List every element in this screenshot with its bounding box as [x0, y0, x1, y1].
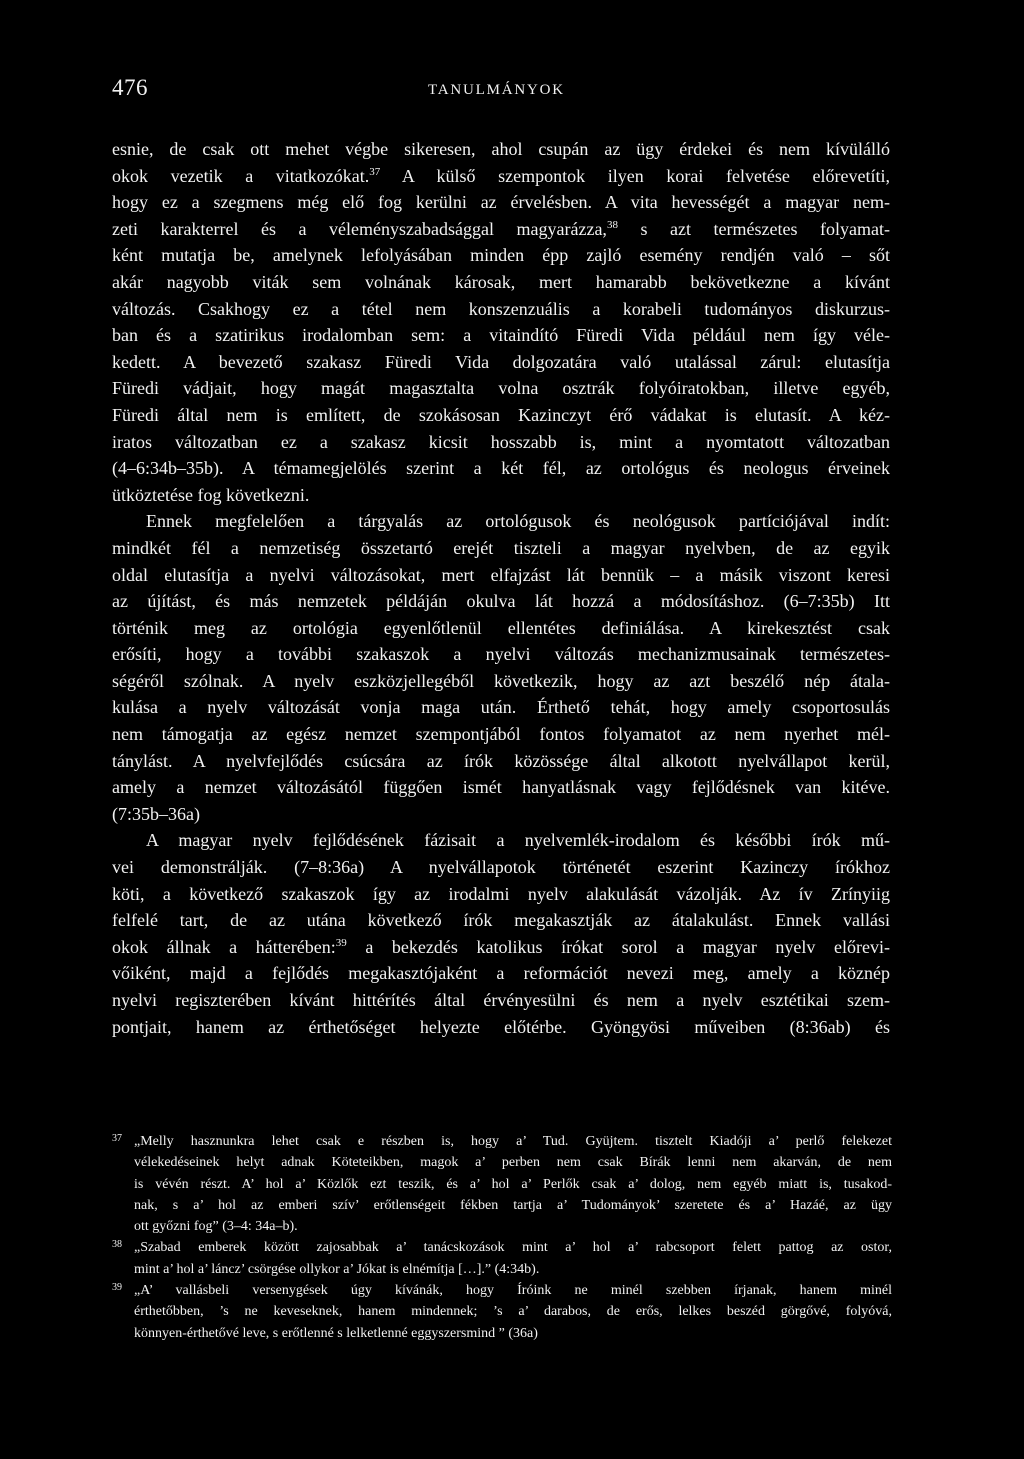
text-line: köti, a következő szakaszok így az irodalmi nyelv alakulását vázolják. Az ív Zrínyiig	[112, 883, 890, 904]
text-line: nyelvi regiszterében kívánt hittérítés által érvényesülni és nem a nyelv esztétikai szem-	[112, 990, 890, 1010]
footnote-line: vélekedéseinek helyt adnak Köteteikben, magok a’ perben nem csak Bírák lenni nem akarván, de nem	[134, 1155, 892, 1171]
page-number: 476	[112, 75, 148, 100]
footnote-line: „Melly hasznunkra lehet csak e részben is, hogy a’ Tud. Gyüjtem. tisztelt Kiadóji a’ perlő felekezet	[134, 1134, 892, 1149]
footnote-line: érthetőbben, ’s ne keveseknek, hanem mindennek; ’s a’ darabos, de erős, lelkes beszéd görgővé, folyóvá,	[134, 1304, 892, 1320]
footnote-number: 38	[112, 1239, 122, 1251]
text-line: tánylást. A nyelvfejlődés csúcsára az írók közössége által alkotott nyelvállapot kerül,	[112, 750, 890, 771]
text-segment: zeti karakterrel és a véleményszabadsággal magyarázza,	[112, 218, 607, 239]
paragraph-first-line: Ennek megfelelően a tárgyalás az ortológusok és neológusok partíciójával indít:	[146, 511, 890, 532]
text-line: esnie, de csak ott mehet végbe sikeresen, ahol csupán az ügy érdekei és nem kívülálló	[112, 139, 890, 159]
footnote-ref-37[interactable]: 37	[369, 165, 381, 178]
text-line: ségéről szólnak. A nyelv eszközjellegéből következik, hogy az azt beszélő nép átala-	[112, 670, 890, 691]
footnote-number: 39	[112, 1282, 122, 1294]
text-line: Füredi vádjait, hogy magát magasztalta volna osztrák folyóiratokban, illetve egyéb,	[112, 378, 890, 399]
page-header	[112, 74, 912, 106]
footnote-38	[112, 1237, 892, 1280]
footnote-ref-38[interactable]: 38	[606, 218, 618, 231]
footnote-37	[112, 1131, 892, 1237]
body-text	[112, 136, 890, 1040]
text-segment: s azt természetes folyamat-	[617, 218, 890, 239]
footnote-number: 37	[112, 1133, 122, 1144]
text-line: oldal elutasítja a nyelvi változásokat, mert elfajzást lát bennük – a másik viszont keresi	[112, 564, 890, 585]
text-segment: okok vezetik a vitatkozókat.	[112, 165, 370, 186]
text-line	[112, 934, 890, 961]
text-line: akár nagyobb viták sem volnának károsak, mert hamarabb bekövetkezne a kívánt	[112, 271, 890, 292]
footnote-line: is vévén részt. A’ hol a’ Közlők ezt teszik, és a’ hol a’ Perlők csak a’ dolog, nem egyéb miatt is, tusakod-	[134, 1176, 892, 1192]
text-line	[112, 163, 890, 190]
text-line: vei demonstrálják. (7–8:36a) A nyelvállapotok történetét eszerint Kazinczy írókhoz	[112, 857, 890, 878]
text-line: erősíti, hogy a további szakaszok a nyelvi változás mechanizmusainak természetes-	[112, 644, 890, 665]
footnote-ref-39[interactable]: 39	[335, 936, 347, 949]
footnotes	[112, 1131, 892, 1344]
text-line: felfelé tart, de az utána következő írók megakasztják az átalakulást. Ennek vallási	[112, 910, 890, 931]
text-line: amely a nemzet változásától függően ismét hanyatlásnak vagy fejlődésnek van kitéve.	[112, 777, 890, 798]
footnote-line: mint a’ hol a’ láncz’ csörgése ollykor a’ Jókat is elnémítja […].” (4:34b).	[134, 1261, 540, 1277]
text-line: kedett. A bevezető szakasz Füredi Vida dolgozatára való utalással zárul: elutasítja	[112, 351, 890, 372]
footnote-line: könnyen-érthetővé leve, s erőtlenné s lelketlenné eggyszersmind ” (36a)	[134, 1325, 538, 1341]
text-segment: a bekezdés katolikus írókat sorol a magyar nyelv előrevi-	[346, 936, 890, 957]
text-line: az újítást, és más nemzetek példáján okulva lát hozzá a módosításhoz. (6–7:35b) Itt	[112, 591, 890, 612]
text-line: ként mutatja be, amelynek lefolyásában minden épp zajló esemény rendjén való – sőt	[112, 245, 890, 266]
text-line: történik meg az ortológia egyenlőtlenül ellentétes definiálása. A kirekesztést csak	[112, 617, 890, 638]
footnote-39	[112, 1280, 892, 1344]
paragraph-first-line: A magyar nyelv fejlődésének fázisait a nyelvemlék-irodalom és későbbi írók mű-	[146, 830, 890, 851]
footnote-line: ott győzni fog” (3–4: 34a–b).	[134, 1219, 298, 1235]
text-line: változás. Csakhogy ez a tétel nem konszenzuális a korabeli tudományos diskurzus-	[112, 298, 890, 319]
footnote-line: „Szabad emberek között zajosabbak a’ tanácskozások mint a’ hol a’ rabcsoport felett pattog az ostor,	[134, 1240, 892, 1256]
running-head: TANULMÁNYOK	[428, 82, 565, 98]
text-line: hogy ez a szegmens még elő fog kerülni az érvelésben. A vita hevességét a magyar nem-	[112, 192, 890, 213]
footnote-line: nak, s a’ hol az emberi szív’ erőtlenségeit fékben tartja a’ Tudományok’ szeretete és a’ Hazáé, az ügy	[134, 1197, 892, 1213]
footnote-line: „A’ vallásbeli versenygések úgy kívánák, hogy Íróink ne minél szebben írjanak, hanem minél	[134, 1283, 892, 1299]
text-line: ban és a szatirikus irodalomban sem: a vitaindító Füredi Vida például nem így véle-	[112, 325, 890, 346]
text-line: kulása a nyelv változását vonja maga után. Érthető tehát, hogy amely csoportosulás	[112, 697, 890, 718]
text-segment: A külső szempontok ilyen korai felvetése előrevetíti,	[380, 165, 890, 186]
text-line: vőiként, majd a fejlődés megakasztójaként a reformációt nevezi meg, amely a köznép	[112, 963, 890, 984]
text-line: (7:35b–36a)	[112, 803, 200, 824]
text-line: (4–6:34b–35b). A témamegjelölés szerint a két fél, az ortológus és neologus érveinek	[112, 458, 890, 479]
text-line: ütköztetése fog következni.	[112, 484, 310, 505]
text-line	[112, 216, 890, 243]
text-line: pontjait, hanem az érthetőséget helyezte előtérbe. Gyöngyösi műveiben (8:36ab) és	[112, 1016, 890, 1037]
text-line: nem támogatja az egész nemzet szempontjából fontos folyamatot az nem nyerhet mél-	[112, 724, 890, 745]
text-line: Füredi által nem is említett, de szokásosan Kazinczyt érő vádakat is elutasít. A kéz-	[112, 404, 890, 425]
text-line: iratos változatban ez a szakasz kicsit hosszabb is, mint a nyomtatott változatban	[112, 431, 890, 452]
text-line: mindkét fél a nemzetiség összetartó erejét tiszteli a magyar nyelvben, de az egyik	[112, 537, 890, 558]
text-segment: okok állnak a hátterében:	[112, 936, 336, 957]
